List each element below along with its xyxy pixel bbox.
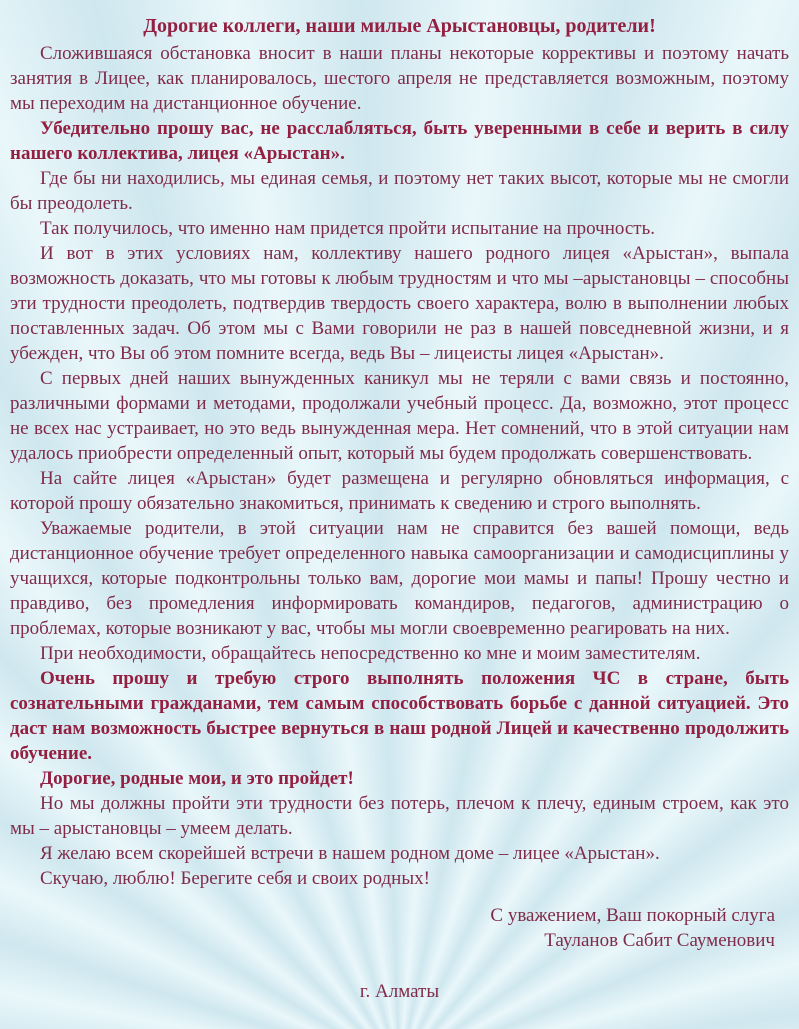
- paragraph-contact: При необходимости, обращайтесь непосредственно ко мне и моим заместителям.: [40, 643, 701, 664]
- paragraph-farewell: Скучаю, люблю! Берегите себя и своих родных!: [40, 868, 430, 889]
- paragraph-pass: Дорогие, родные мои, и это пройдет!: [40, 768, 354, 789]
- paragraph-vacation: С первых дней наших вынужденных каникул мы не теряли с вами связь и постоянно, различными формами и методами, продолжали учебный процесс. Да, возможно, этот процесс не всех нас устраивает, но это ведь вынужденная мера. Нет сомнений, что в этой ситуации нам удалось приобрести определенный опыт, который мы будем продолжать совершенствовать.: [10, 368, 789, 464]
- city-line: г. Алматы: [359, 981, 440, 1002]
- paragraph-together: Но мы должны пройти эти трудности без потерь, плечом к плечу, единым строем, как это мы – арыстановцы – умеем делать.: [10, 793, 789, 839]
- paragraph-conditions: И вот в этих условиях нам, коллективу нашего родного лицея «Арыстан», выпала возможность доказать, что мы готовы к любым трудностям и что мы –арыстановцы – способны эти трудности преодолеть, подтвердив твердость своего характера, волю в выполнении любых поставленных задач. Об этом мы с Вами говорили не раз в нашей повседневной жизни, и я убежден, что Вы об этом помните всегда, ведь Вы – лицеисты лицея «Арыстан».: [10, 243, 789, 364]
- paragraph-emergency: Очень прошу и требую строго выполнять положения ЧС в стране, быть сознательными гражданами, тем самым способствовать борьбе с данной ситуацией. Это даст нам возможность быстрее вернуться в наш родной Лицей и качественно продолжить обучение.: [10, 668, 789, 764]
- paragraph-wish: Я желаю всем скорейшей встречи в нашем родном доме – лицее «Арыстан».: [40, 843, 660, 864]
- paragraph-website: На сайте лицея «Арыстан» будет размещена и регулярно обновляться информация, с которой прошу обязательно знакомиться, принимать к сведению и строго выполнять.: [10, 468, 789, 514]
- paragraph-test: Так получилось, что именно нам придется пройти испытание на прочность.: [40, 218, 656, 239]
- letter-title: Дорогие коллеги, наши милые Арыстановцы, родители!: [143, 15, 656, 37]
- paragraph-intro: Сложившаяся обстановка вносит в наши планы некоторые коррективы и поэтому начать занятия в Лицее, как планировалось, шестого апреля не представляется возможным, поэтому мы переходим на дистанционное обучение.: [10, 43, 789, 114]
- signature-block: [10, 903, 789, 953]
- signature-closing: С уважением, Ваш покорный слуга: [490, 905, 775, 926]
- paragraph-parents: Уважаемые родители, в этой ситуации нам не справится без вашей помощи, ведь дистанционное обучение требует определенного навыка самоорганизации и самодисциплины у учащихся, которые подконтрольны только вам, дорогие мои мамы и папы! Прошу честно и правдиво, без промедления информировать командиров, педагогов, администрацию о проблемах, которые возникают у вас, чтобы мы могли своевременно реагировать на них.: [10, 518, 789, 639]
- paragraph-family: Где бы ни находились, мы единая семья, и поэтому нет таких высот, которые мы не смогли бы преодолеть.: [10, 168, 789, 214]
- paragraph-appeal: Убедительно прошу вас, не расслабляться, быть уверенными в себе и верить в силу нашего коллектива, лицея «Арыстан».: [10, 118, 789, 164]
- signature-name: Тауланов Сабит Сауменович: [544, 930, 775, 951]
